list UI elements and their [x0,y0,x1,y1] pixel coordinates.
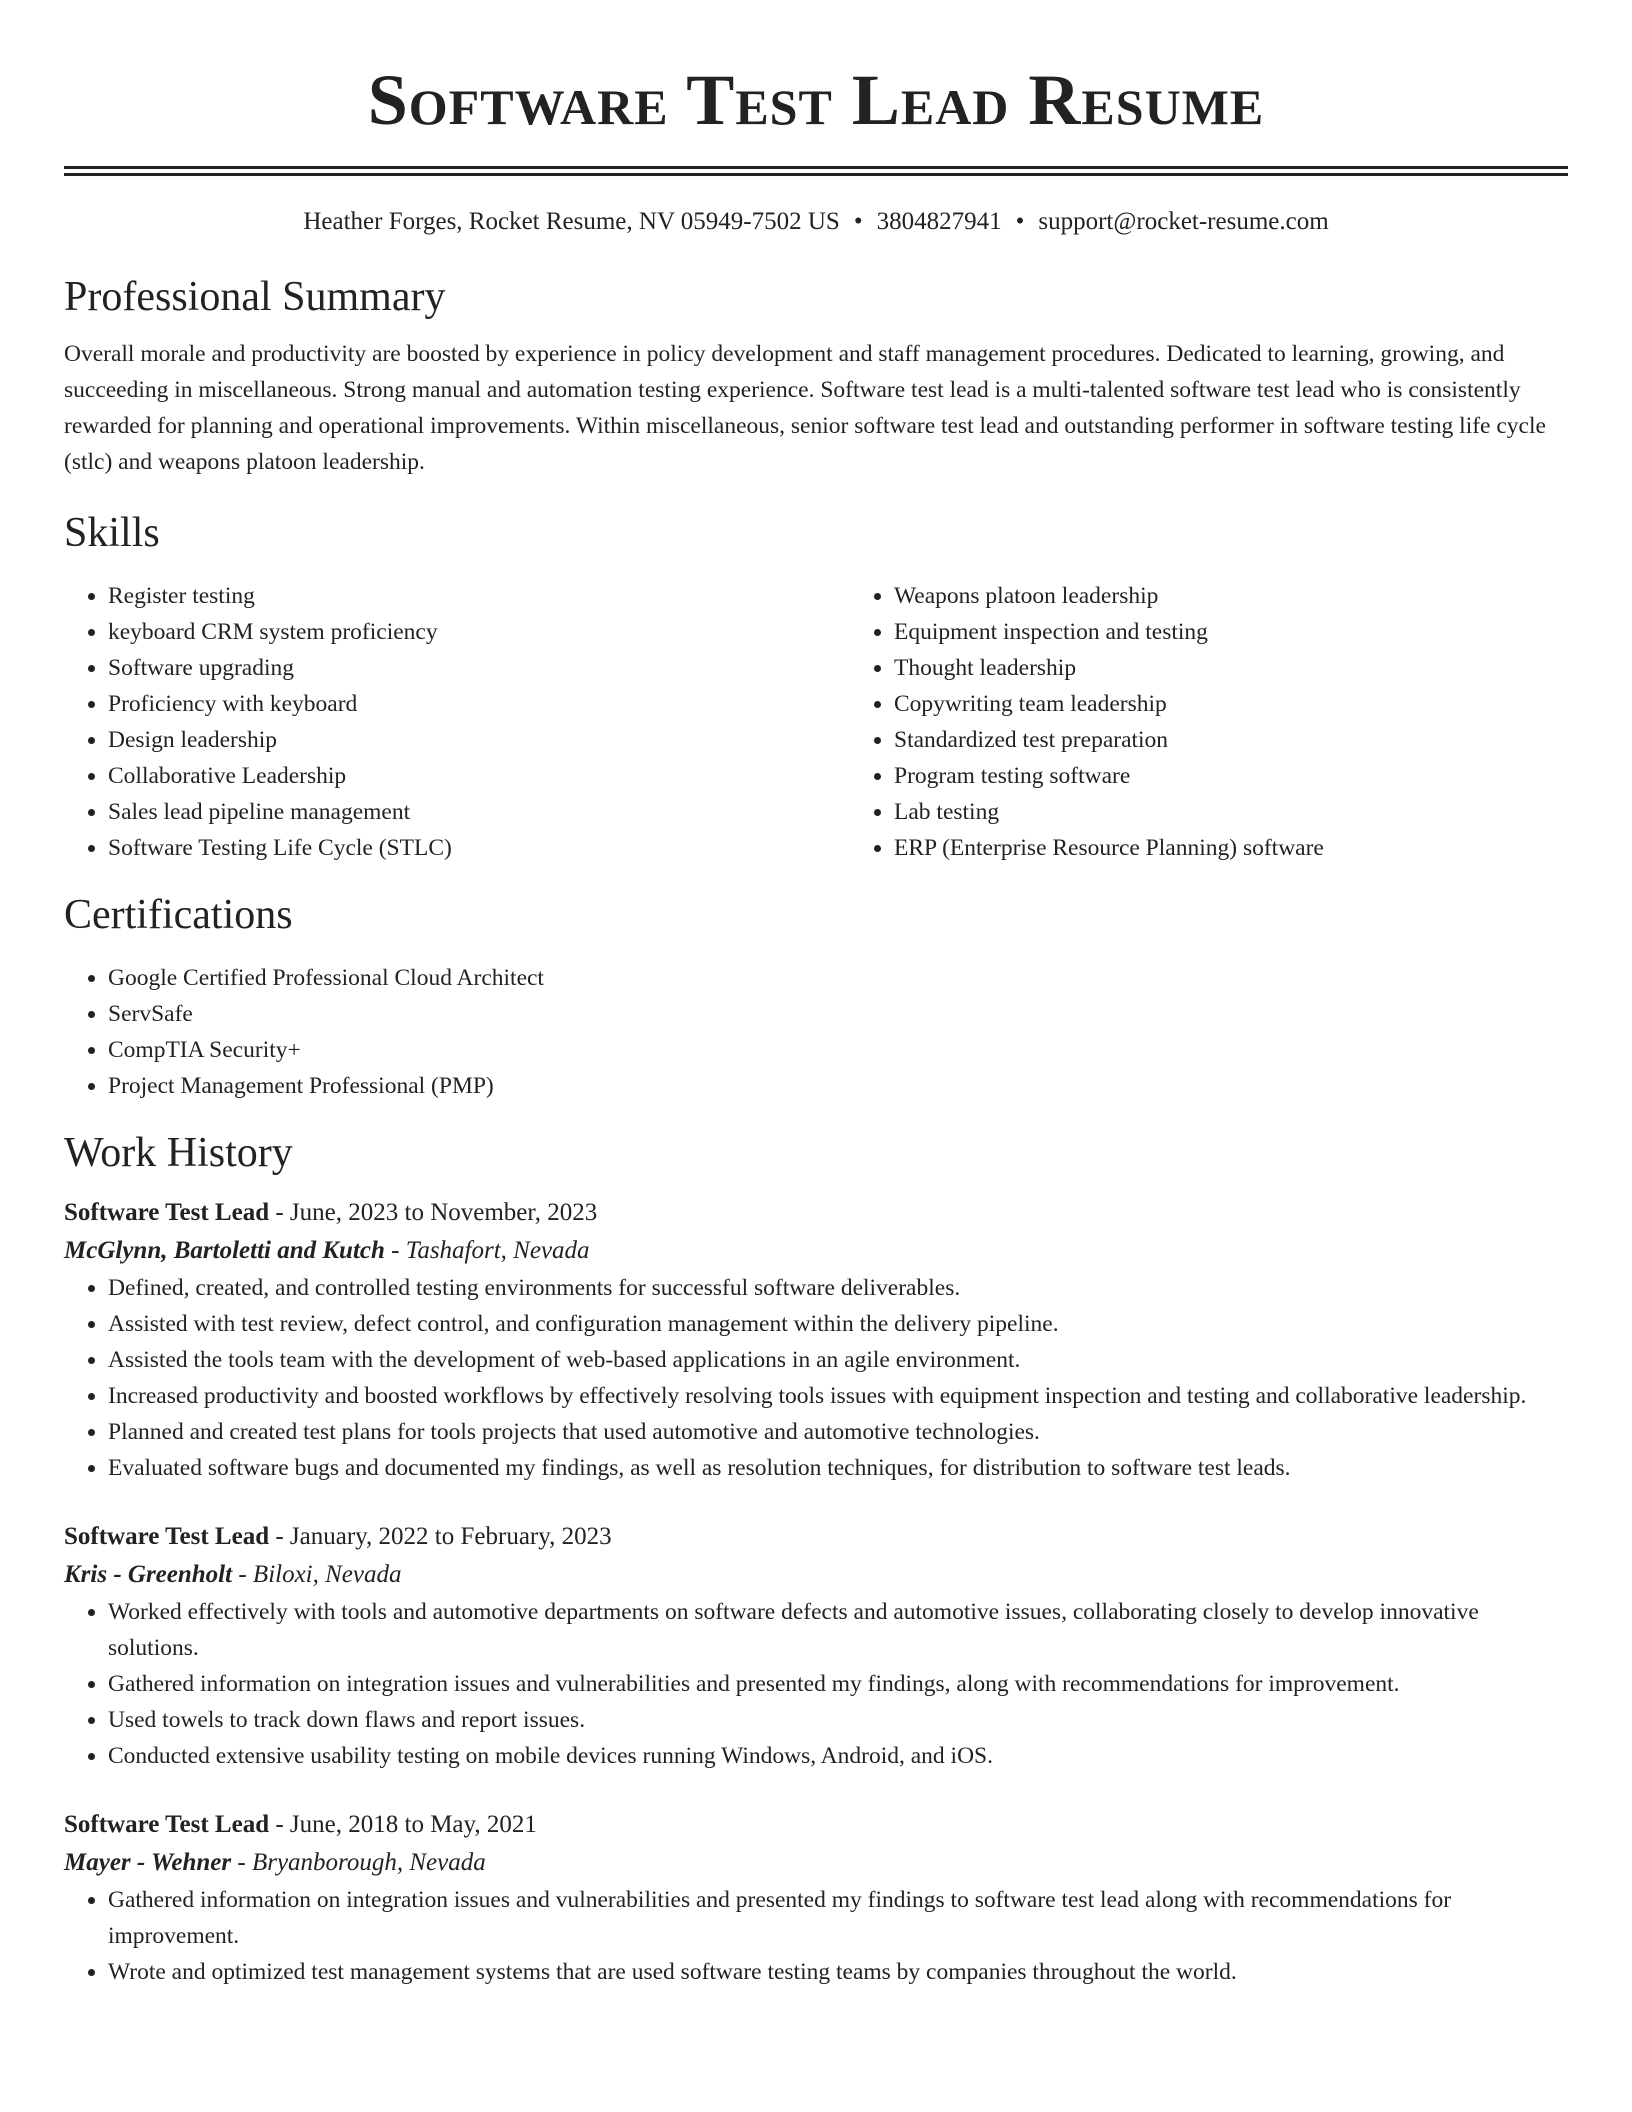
certifications-section [64,890,1568,1104]
job-duty: • Worked effectively with tools and automotive departments on software defects and automotive issues, collaborating closely to develop innovative solutions. [108,1594,1568,1666]
job-title-line [64,1806,1568,1844]
contact-line [64,206,1568,238]
contact-separator: • [1015,208,1025,235]
job-duty: • Wrote and optimized test management systems that are used software testing teams by companies throughout the world. [108,1954,1568,1990]
skill-item: • Thought leadership [894,650,1632,686]
certifications-list [64,960,1568,1104]
skill-item: • Sales lead pipeline management [108,794,850,830]
certification-item: • CompTIA Security+ [108,1032,1568,1068]
job-duty: • Increased productivity and boosted workflows by effectively resolving tools issues with equipment inspection and testing and collaborative leadership. [108,1378,1568,1414]
resume-page [64,0,1568,1990]
skill-item: • Program testing software [894,758,1632,794]
skill-item: • Copywriting team leadership [894,686,1632,722]
contact-email: support@rocket-resume.com [1038,208,1329,235]
certification-item: • Project Management Professional (PMP) [108,1068,1568,1104]
skill-item: • Proficiency with keyboard [108,686,850,722]
job-duties-list [64,1882,1568,1990]
job-duty: • Conducted extensive usability testing on mobile devices running Windows, Android, and iOS. [108,1738,1568,1774]
job-company-line [64,1844,1568,1882]
job-dates: - January, 2022 to February, 2023 [269,1523,612,1550]
summary-section [64,272,1568,480]
work-history-section [64,1128,1568,1990]
skills-section [64,508,1568,866]
skills-list-left [64,578,850,866]
job-duty: • Gathered information on integration issues and vulnerabilities and presented my findings, along with recommendations for improvement. [108,1666,1568,1702]
job-company: Mayer - Wehner [64,1849,232,1876]
job-duty: • Assisted with test review, defect control, and configuration management within the delivery pipeline. [108,1306,1568,1342]
job-entry [64,1806,1568,1990]
skill-item: • Design leadership [108,722,850,758]
job-company-line [64,1556,1568,1594]
skill-item: • Collaborative Leadership [108,758,850,794]
skills-list-right [850,578,1632,866]
skill-item: • Weapons platoon leadership [894,578,1632,614]
resume-title: Software Test Lead Resume [367,60,1265,140]
job-role: Software Test Lead [64,1811,270,1838]
certification-item: • Google Certified Professional Cloud Architect [108,960,1568,996]
job-company: McGlynn, Bartoletti and Kutch [64,1237,385,1264]
summary-text: Overall morale and productivity are boosted by experience in policy development and staff management procedures. Dedicated to learning, growing, and succeeding in miscellaneous. Strong manual and automation testing experience. Software test lead is a multi-talented software test lead who is consistently rewarded for planning and operational improvements. Within miscellaneous, senior software test lead and outstanding performer in software testing life cycle (stlc) and weapons platoon leadership. [64,341,1546,475]
job-duty: • Planned and created test plans for tools projects that used automotive and automotive technologies. [108,1414,1568,1450]
job-duty: • Evaluated software bugs and documented my findings, as well as resolution techniques, for distribution to software test leads. [108,1450,1568,1486]
contact-phone: 3804827941 [876,208,1002,235]
job-location: - Biloxi, Nevada [232,1561,402,1588]
job-location: - Tashafort, Nevada [384,1237,590,1264]
skill-item: • Standardized test preparation [894,722,1632,758]
skills-heading: Skills [64,510,160,556]
job-title-line [64,1518,1568,1556]
certification-item: • ServSafe [108,996,1568,1032]
job-duties-list [64,1270,1568,1486]
skill-item: • Register testing [108,578,850,614]
job-duty: • Gathered information on integration issues and vulnerabilities and presented my findings to software test lead along with recommendations for improvement. [108,1882,1568,1954]
job-duty: • Assisted the tools team with the development of web-based applications in an agile environment. [108,1342,1568,1378]
job-title-line [64,1194,1568,1232]
skill-item: • Lab testing [894,794,1632,830]
job-duty: • Defined, created, and controlled testing environments for successful software deliverables. [108,1270,1568,1306]
skill-item: • Equipment inspection and testing [894,614,1632,650]
title-divider [64,166,1568,176]
job-entry [64,1518,1568,1774]
job-dates: - June, 2018 to May, 2021 [269,1811,537,1838]
skills-grid [64,578,1568,866]
contact-separator: • [853,208,863,235]
summary-heading: Professional Summary [64,274,446,320]
skill-item: • Software upgrading [108,650,850,686]
job-duties-list [64,1594,1568,1774]
skill-item: • keyboard CRM system proficiency [108,614,850,650]
job-location: - Bryanborough, Nevada [231,1849,486,1876]
skill-item: • Software Testing Life Cycle (STLC) [108,830,850,866]
job-dates: - June, 2023 to November, 2023 [269,1199,598,1226]
job-duty: • Used towels to track down flaws and report issues. [108,1702,1568,1738]
contact-address: Heather Forges, Rocket Resume, NV 05949-7502 US [303,208,840,235]
job-role: Software Test Lead [64,1523,270,1550]
job-role: Software Test Lead [64,1199,270,1226]
certifications-heading: Certifications [64,892,293,938]
job-company: Kris - Greenholt [64,1561,233,1588]
work-history-heading: Work History [64,1130,293,1176]
job-entry [64,1194,1568,1486]
job-company-line [64,1232,1568,1270]
skill-item: • ERP (Enterprise Resource Planning) software [894,830,1632,866]
